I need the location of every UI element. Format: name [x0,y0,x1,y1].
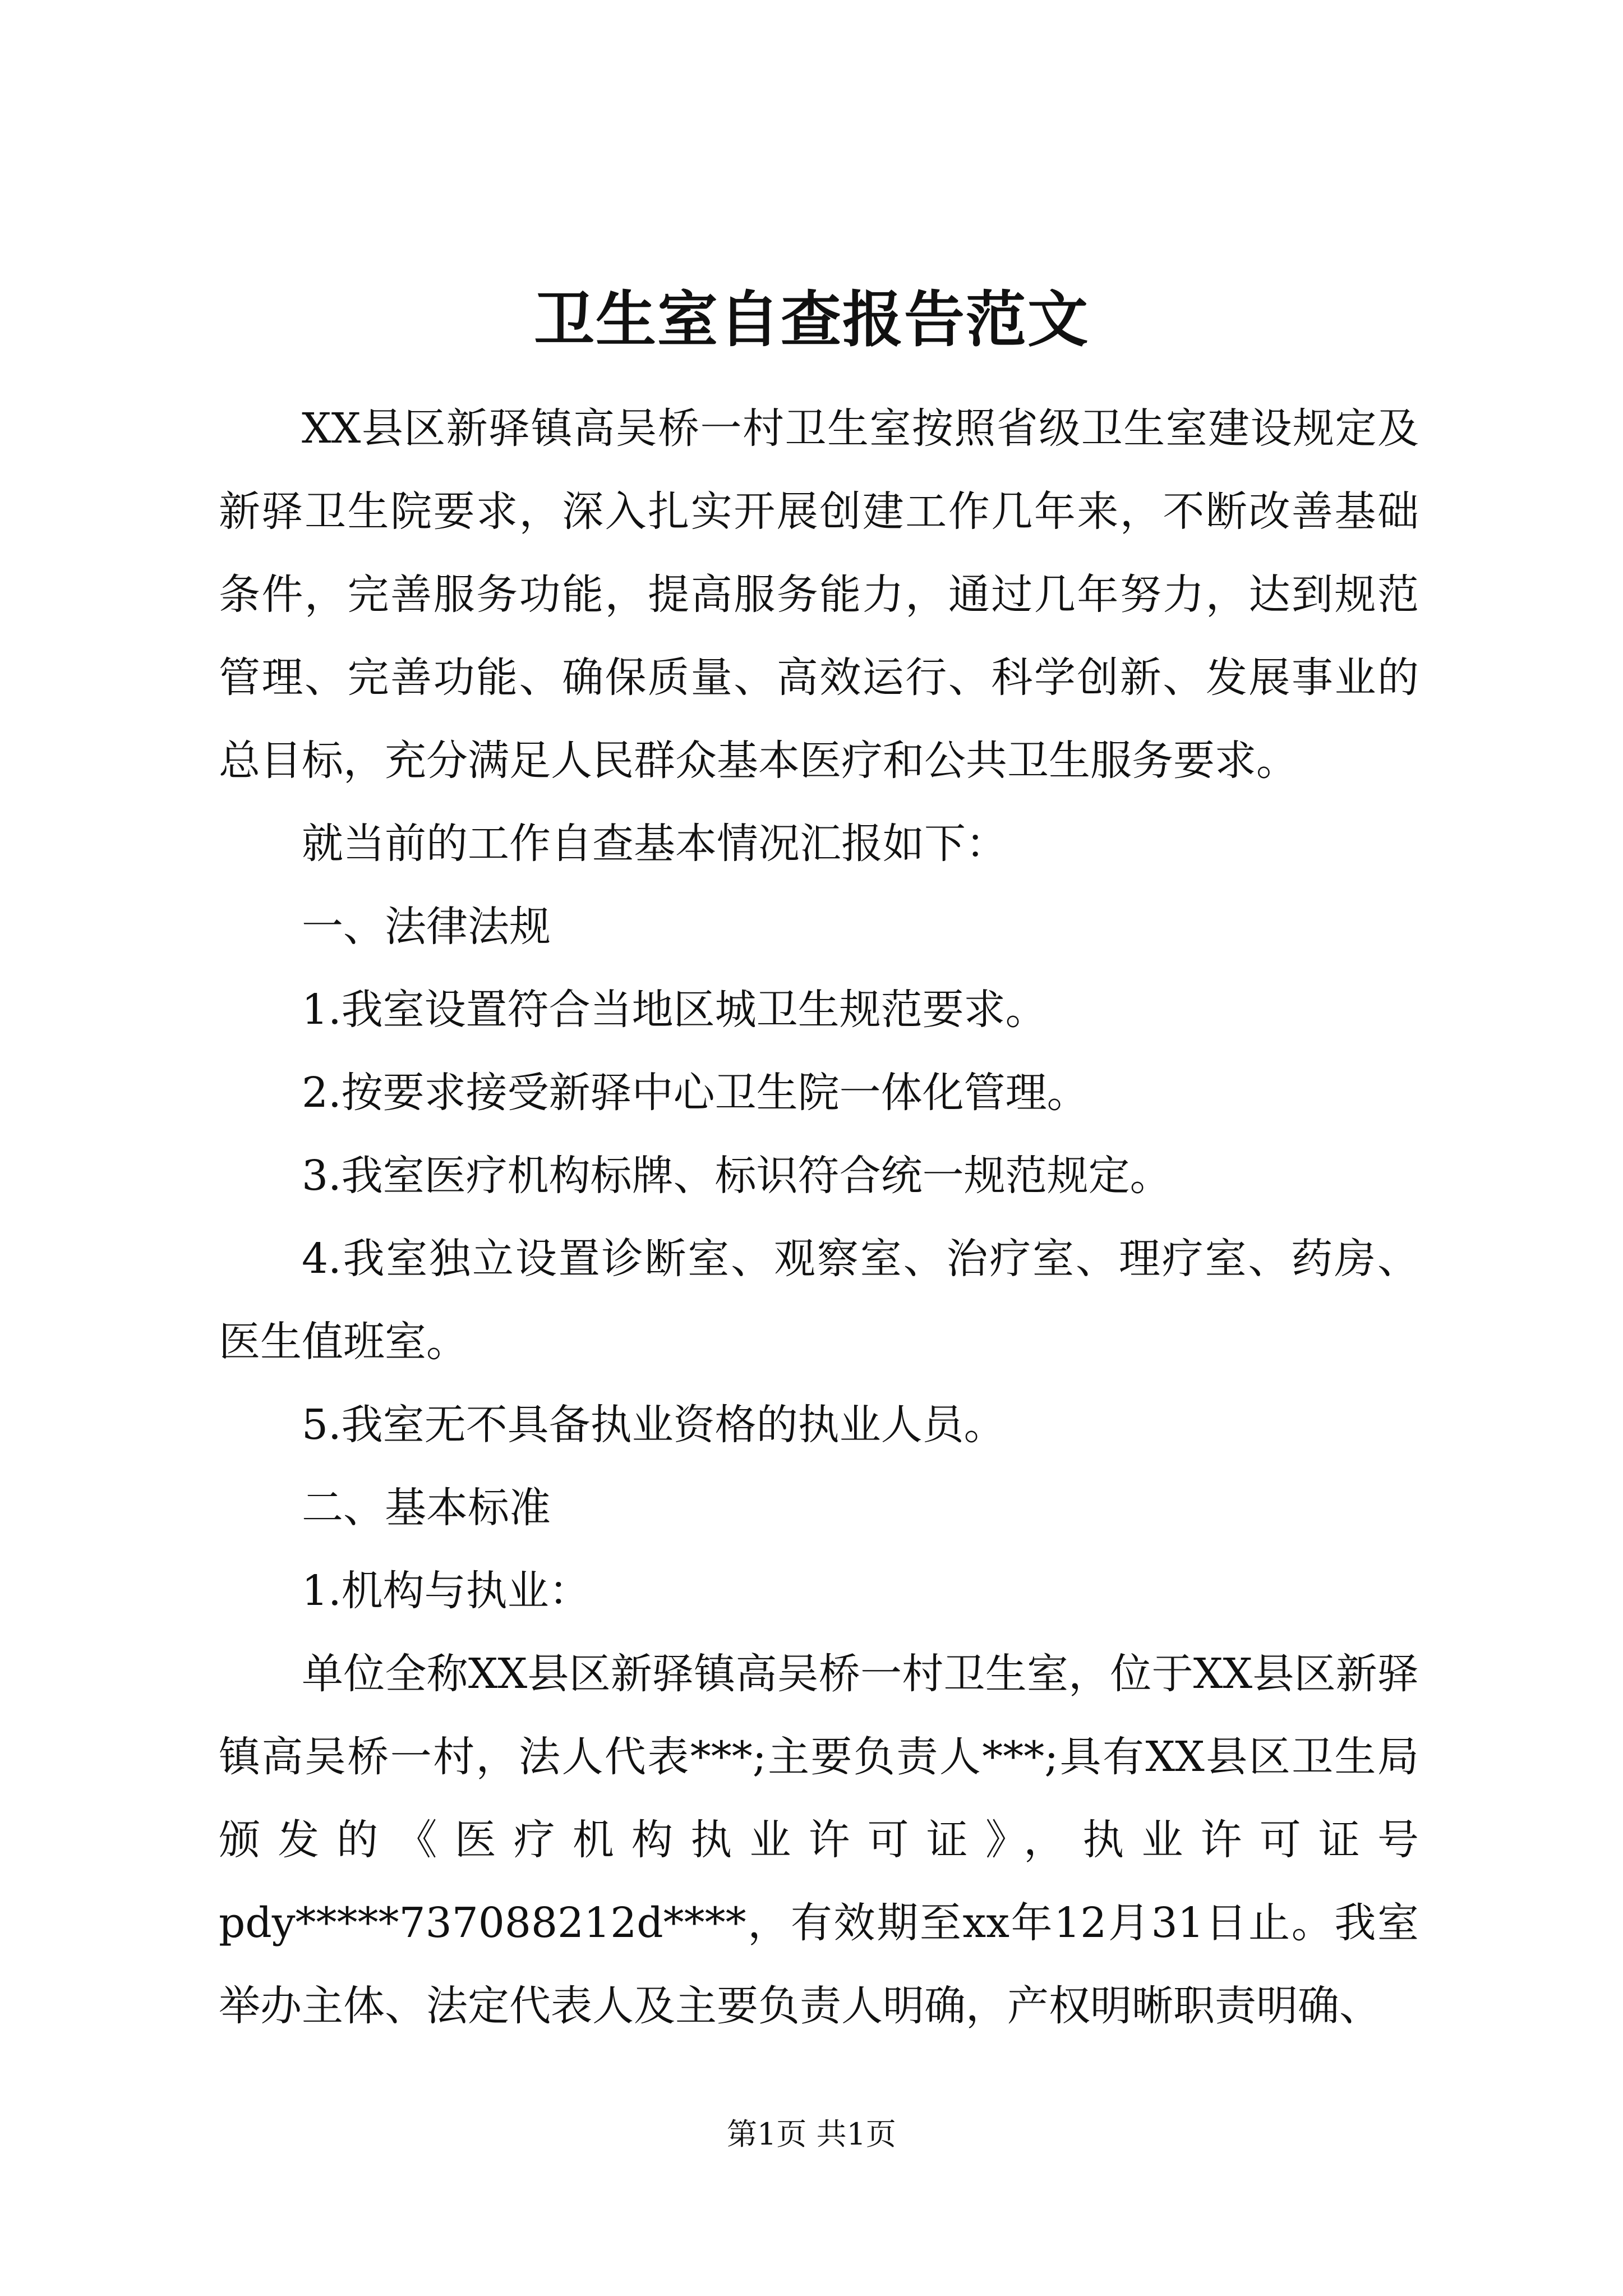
paragraph-intro: XX县区新驿镇高吴桥一村卫生室按照省级卫生室建设规定及新驿卫生院要求，深入扎实开展创建工作几年来，不断改善基础条件，完善服务功能，提高服务能力，通过几年努力，达到规范管理、完善功能、确保质量、高效运行、科学创新、发展事业的总目标，充分满足人民群众基本医疗和公共卫生服务要求。 [219,404,1419,785]
paragraph-institution-details: 单位全称XX县区新驿镇高吴桥一村卫生室，位于XX县区新驿镇高吴桥一村，法人代表***;主要负责人***;具有XX县区卫生局颁发的《医疗机构执业许可证》，执业许可证号pdy*****737088212d****，有效期至xx年12月31日止。我室举办主体、法定代表人及主要负责人明确，产权明晰职责明确、 [219,1650,1419,2030]
list-item-laws-2: 2.按要求接受新驿中心卫生院一体化管理。 [302,1069,1089,1117]
list-item-laws-1: 1.我室设置符合当地区城卫生规范要求。 [302,986,1047,1034]
document-body [219,387,1419,2047]
list-item-standards-1: 1.机构与执业： [302,1567,591,1615]
document-title: 卫生室自查报告范文 [533,284,1089,355]
list-item-laws-4: 4.我室独立设置诊断室、观察室、治疗室、理疗室、药房、医生值班室。 [219,1235,1419,1366]
page-footer: 第1页 共1页 [727,2116,896,2152]
list-item-laws-3: 3.我室医疗机构标牌、标识符合统一规范规定。 [302,1152,1172,1200]
list-item-laws-5: 5.我室无不具备执业资格的执业人员。 [302,1401,1006,1449]
paragraph-summary-lead: 就当前的工作自查基本情况汇报如下： [302,820,1007,868]
section-heading-standards: 二、基本标准 [302,1484,551,1532]
section-heading-laws: 一、法律法规 [302,903,551,951]
